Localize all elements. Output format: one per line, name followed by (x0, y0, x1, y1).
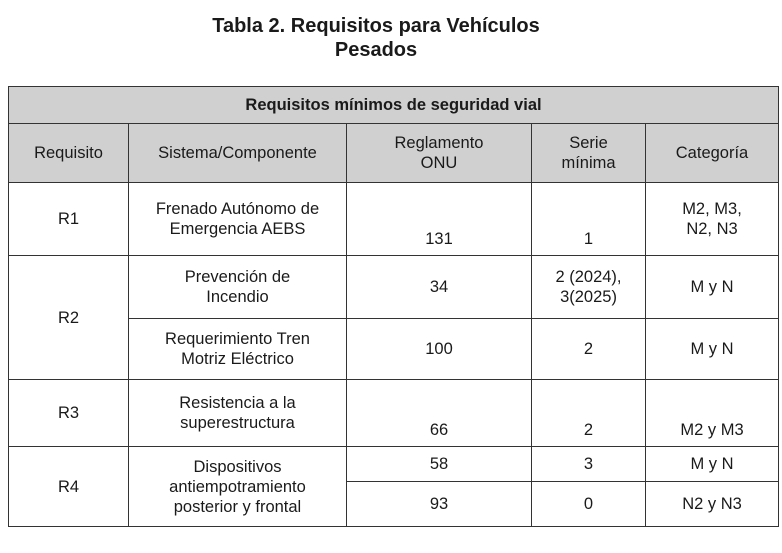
cell-reglamento: 100 (347, 319, 532, 380)
cell-reglamento: 34 (347, 256, 532, 319)
cell-requisito: R1 (9, 183, 129, 256)
table-row (9, 447, 779, 482)
cell-serie: 2 (532, 380, 646, 447)
cell-serie: 2 (532, 319, 646, 380)
cell-reglamento: 58 (347, 447, 532, 482)
table-title-line-2: Pesados (334, 39, 418, 61)
cell-serie: 1 (532, 183, 646, 256)
table-row (9, 380, 779, 447)
cell-reglamento: 93 (347, 482, 532, 527)
cell-categoria: M2, M3, N2, N3 (646, 183, 779, 256)
cell-sistema: Frenado Autónomo de Emergencia AEBS (129, 183, 347, 256)
cell-sistema: Resistencia a la superestructura (129, 380, 347, 447)
table-banner-row (9, 87, 779, 124)
table-row (9, 256, 779, 319)
header-categoria: Categoría (646, 124, 779, 183)
cell-categoria: M y N (646, 447, 779, 482)
requirements-table (8, 86, 779, 527)
header-serie-minima: Serie mínima (532, 124, 646, 183)
table-title-line-1: Tabla 2. Requisitos para Vehículos (212, 15, 540, 37)
table-title (0, 14, 752, 62)
cell-requisito: R3 (9, 380, 129, 447)
cell-reglamento: 131 (347, 183, 532, 256)
cell-serie: 0 (532, 482, 646, 527)
cell-requisito: R2 (9, 256, 129, 380)
cell-sistema: Dispositivos antiempotramiento posterior y frontal (129, 447, 347, 527)
table-row (9, 183, 779, 256)
cell-serie: 2 (2024), 3(2025) (532, 256, 646, 319)
cell-categoria: M2 y M3 (646, 380, 779, 447)
header-reglamento-onu: Reglamento ONU (347, 124, 532, 183)
cell-requisito: R4 (9, 447, 129, 527)
header-sistema-componente: Sistema/Componente (129, 124, 347, 183)
header-row (9, 124, 779, 183)
cell-serie: 3 (532, 447, 646, 482)
cell-sistema: Prevención de Incendio (129, 256, 347, 319)
cell-categoria: M y N (646, 256, 779, 319)
cell-categoria: N2 y N3 (646, 482, 779, 527)
cell-reglamento: 66 (347, 380, 532, 447)
cell-categoria: M y N (646, 319, 779, 380)
table-banner: Requisitos mínimos de seguridad vial (9, 87, 779, 124)
cell-sistema: Requerimiento Tren Motriz Eléctrico (129, 319, 347, 380)
header-requisito: Requisito (9, 124, 129, 183)
